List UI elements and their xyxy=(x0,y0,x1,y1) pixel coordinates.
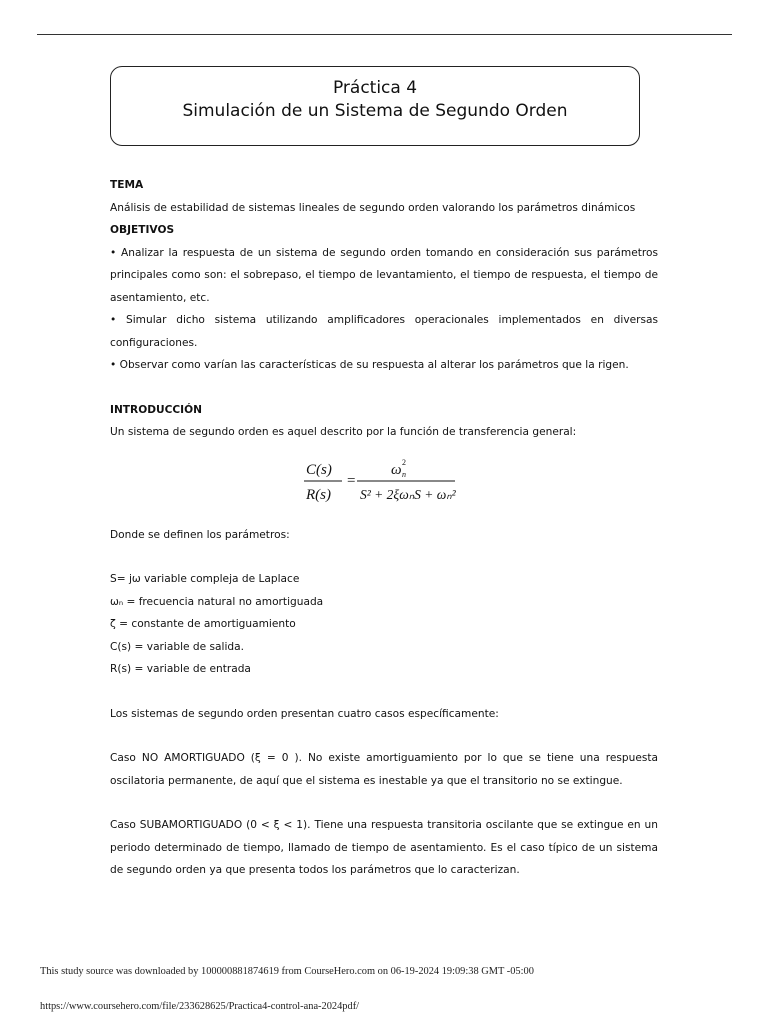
top-rule xyxy=(37,34,732,35)
param-item: ζ = constante de amortiguamiento xyxy=(110,618,296,630)
objetivo-item: • Analizar la respuesta de un sistema de segundo orden tomando en consideración sus parámetros principales como son: el sobrepaso, el tiempo de levantamiento, el tiempo de respuesta, el tiempo de asentamiento, etc. xyxy=(110,246,658,304)
param-item: R(s) = variable de entrada xyxy=(110,663,251,675)
cases-intro: Los sistemas de segundo orden presentan cuatro casos específicamente: xyxy=(110,707,499,720)
tema-heading: TEMA xyxy=(110,179,144,191)
title-box xyxy=(110,66,640,146)
title-line-2: Simulación de un Sistema de Segundo Orden xyxy=(182,101,568,121)
case-no-amortiguado: Caso NO AMORTIGUADO (ξ = 0 ). No existe amortiguamiento por lo que se tiene una respuesta oscilatoria permanente, de aquí que el sistema es inestable ya que el transitorio no se extingue. xyxy=(110,752,658,787)
objetivo-item: • Simular dicho sistema utilizando amplificadores operacionales implementados en diversas configuraciones. xyxy=(110,314,658,349)
formula-svg xyxy=(300,452,480,516)
params-intro: Donde se definen los parámetros: xyxy=(110,528,290,541)
formula-num-right-sup: 2 xyxy=(402,457,406,467)
document-body xyxy=(110,174,658,882)
param-item: S= jω variable compleja de Laplace xyxy=(110,573,300,585)
transfer-function-formula xyxy=(110,444,658,524)
param-item: ωₙ = frecuencia natural no amortiguada xyxy=(110,595,324,608)
param-item: C(s) = variable de salida. xyxy=(110,640,244,653)
formula-den-left: R(s) xyxy=(306,486,331,503)
download-notice: This study source was downloaded by 100000881874619 from CourseHero.com on 06-19-2024 19:09:38 GMT -05:00 xyxy=(40,966,534,977)
introduccion-text: Un sistema de segundo orden es aquel descrito por la función de transferencia general: xyxy=(110,426,577,438)
source-url[interactable]: https://www.coursehero.com/file/233628625/Practica4-control-ana-2024pdf/ xyxy=(40,1001,360,1012)
formula-num-right: ω xyxy=(391,461,402,478)
formula-den-right: S² + 2ξωₙS + ωₙ² xyxy=(360,486,456,502)
formula-equals: = xyxy=(347,472,356,489)
formula-num-right-sub: n xyxy=(402,469,406,479)
tema-text: Análisis de estabilidad de sistemas lineales de segundo orden valorando los parámetros dinámicos xyxy=(110,201,636,214)
formula-num-left: C(s) xyxy=(306,461,332,478)
case-subamortiguado: Caso SUBAMORTIGUADO (0 < ξ < 1). Tiene una respuesta transitoria oscilante que se extingue en un periodo determinado de tiempo, llamado de tiempo de asentamiento. Es el caso típico de un sistema de segundo orden ya que presenta todos los parámetros que lo caracterizan. xyxy=(110,819,658,876)
objetivos-heading: OBJETIVOS xyxy=(110,224,175,236)
title-line-1: Práctica 4 xyxy=(332,78,418,98)
objetivo-item: • Observar como varían las características de su respuesta al alterar los parámetros que la rigen. xyxy=(110,359,629,371)
introduccion-heading: INTRODUCCIÓN xyxy=(110,403,202,416)
